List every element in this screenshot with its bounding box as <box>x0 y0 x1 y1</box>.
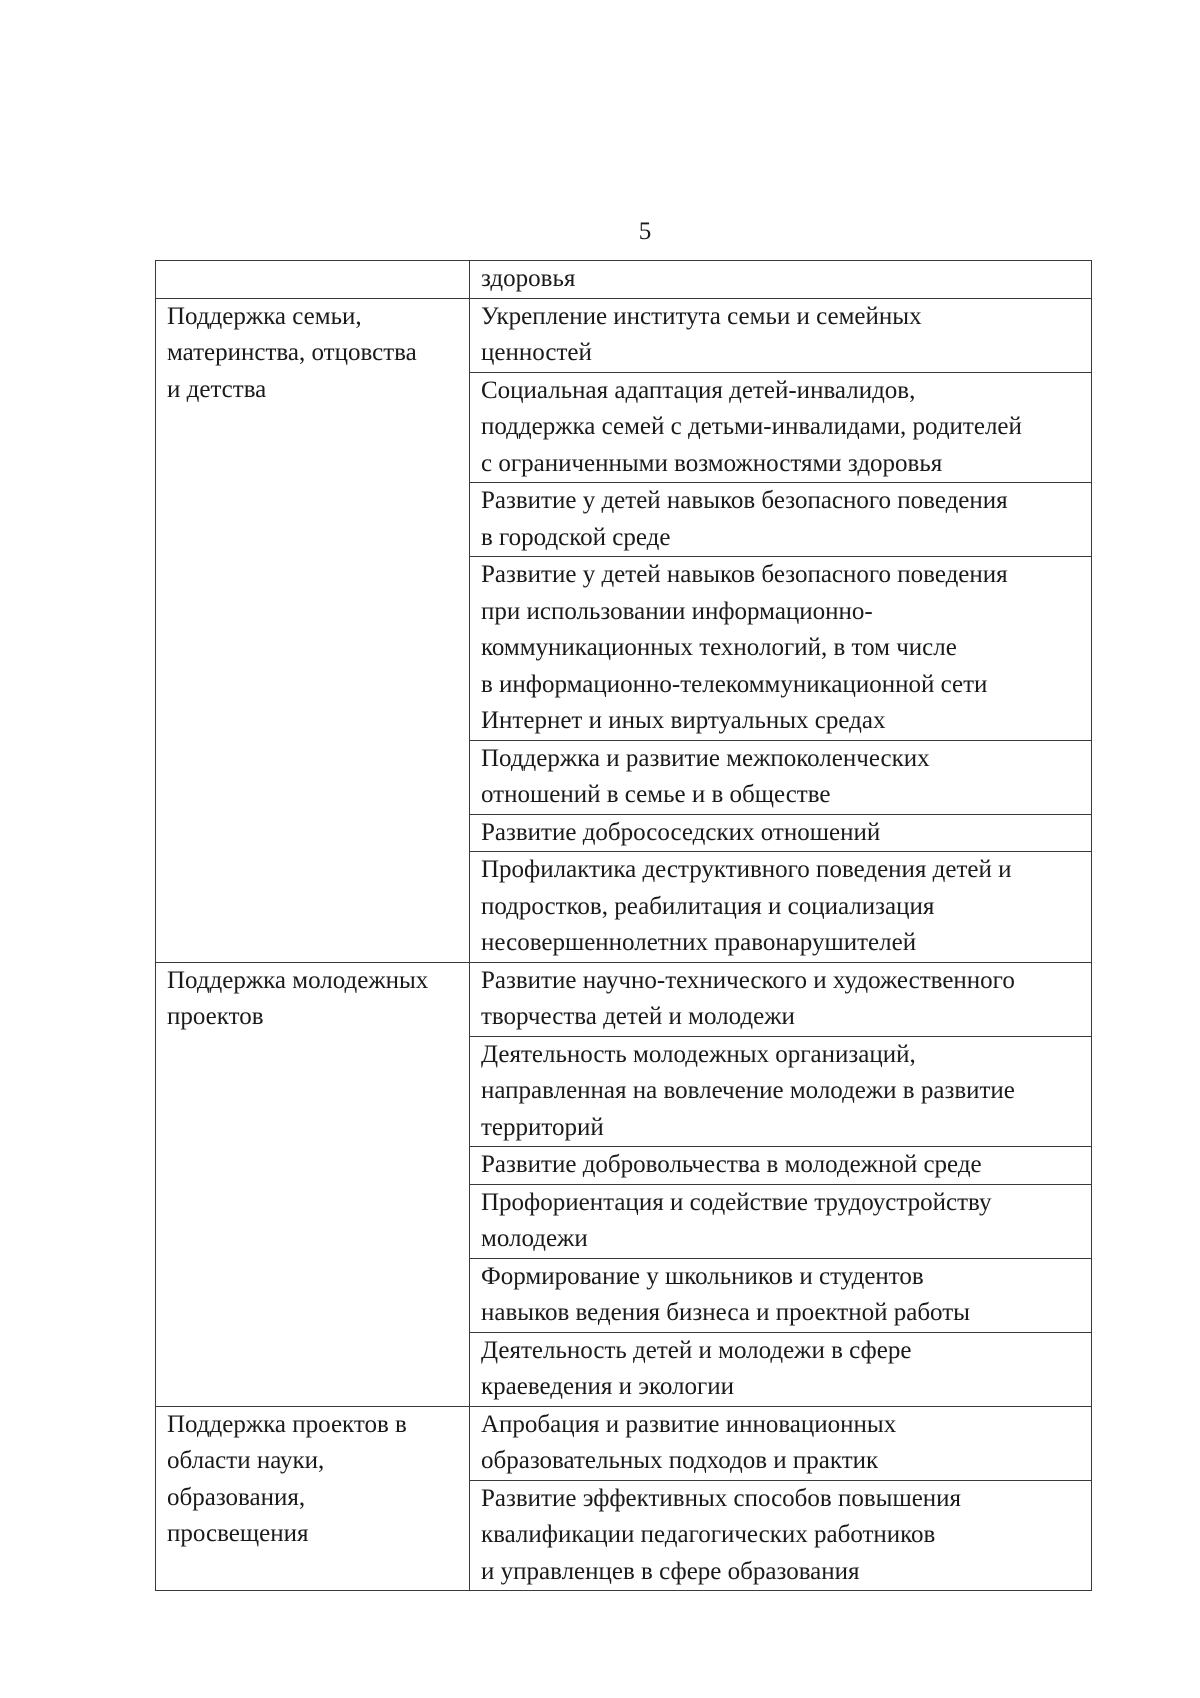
direction-cell <box>470 557 1092 741</box>
category-line: области науки, <box>167 1447 325 1474</box>
direction-line: подростков, реабилитация и социализация <box>481 892 935 920</box>
category-line: материнства, отцовства <box>167 339 417 366</box>
direction-line: Развитие у детей навыков безопасного поведения <box>481 561 1008 588</box>
direction-line: в информационно-телекоммуникационной сети <box>481 670 988 698</box>
direction-line: с ограниченными возможностями здоровья <box>481 449 943 477</box>
direction-line: Интернет и иных виртуальных средах <box>481 707 886 734</box>
category-cell <box>156 261 470 299</box>
direction-line: образовательных подходов и практик <box>481 1447 879 1474</box>
directions-table <box>155 260 1092 1591</box>
direction-cell <box>470 1147 1092 1185</box>
category-line: просвещения <box>167 1520 309 1547</box>
direction-line: Профилактика деструктивного поведения детей и <box>481 856 1012 883</box>
direction-line: краеведения и экологии <box>481 1373 734 1400</box>
category-line: Поддержка семьи, <box>167 302 362 330</box>
category-cell <box>156 962 470 1406</box>
direction-cell <box>470 814 1092 852</box>
direction-cell <box>470 1036 1092 1147</box>
direction-line: Развитие эффективных способов повышения <box>481 1484 962 1512</box>
direction-line: творчества детей и молодежи <box>481 1003 795 1030</box>
direction-line: Развитие у детей навыков безопасного поведения <box>481 487 1008 514</box>
category-line: образования, <box>167 1483 306 1511</box>
direction-cell <box>470 483 1092 557</box>
direction-cell <box>470 372 1092 483</box>
direction-line: Социальная адаптация детей-инвалидов, <box>481 376 916 404</box>
direction-cell <box>470 1184 1092 1258</box>
direction-cell <box>470 962 1092 1036</box>
direction-line: Деятельность молодежных организаций, <box>481 1040 916 1068</box>
direction-line: направленная на вовлечение молодежи в развитие <box>481 1077 1015 1104</box>
direction-cell <box>470 261 1092 299</box>
direction-line: Апробация и развитие инновационных <box>481 1410 897 1438</box>
category-cell <box>156 298 470 962</box>
direction-line: Развитие добровольчества в молодежной среде <box>481 1151 982 1178</box>
direction-cell <box>470 852 1092 963</box>
direction-line: отношений в семье и в обществе <box>481 781 831 808</box>
direction-line: Поддержка и развитие межпоколенческих <box>481 744 930 772</box>
direction-line: территорий <box>481 1113 604 1141</box>
direction-line: в городской среде <box>481 523 671 551</box>
category-line: Поддержка молодежных <box>167 966 429 994</box>
direction-cell <box>470 1406 1092 1480</box>
direction-line: и управленцев в сфере образования <box>481 1557 860 1585</box>
page-number: 5 <box>638 218 652 245</box>
table-row <box>156 1406 1092 1480</box>
direction-line: Деятельность детей и молодежи в сфере <box>481 1336 912 1364</box>
direction-line: Развитие добрососедских отношений <box>481 818 881 846</box>
table-row <box>156 298 1092 372</box>
direction-line: здоровья <box>481 265 576 292</box>
direction-line: молодежи <box>481 1225 588 1252</box>
direction-line: квалификации педагогических работников <box>481 1521 936 1548</box>
direction-line: Профориентация и содействие трудоустройству <box>481 1188 992 1216</box>
direction-line: Формирование у школьников и студентов <box>481 1262 924 1290</box>
category-cell <box>156 1406 470 1591</box>
direction-line: Укрепление института семьи и семейных <box>481 302 922 330</box>
direction-cell <box>470 1480 1092 1591</box>
direction-cell <box>470 1258 1092 1332</box>
direction-line: навыков ведения бизнеса и проектной работы <box>481 1299 970 1326</box>
direction-line: при использовании информационно- <box>481 597 873 625</box>
direction-line: Развитие научно-технического и художественного <box>481 966 1015 994</box>
direction-cell <box>470 1332 1092 1406</box>
direction-cell <box>470 298 1092 372</box>
table-row <box>156 261 1092 299</box>
direction-line: поддержка семей с детьми-инвалидами, родителей <box>481 413 1022 440</box>
category-line: Поддержка проектов в <box>167 1410 407 1438</box>
table-row <box>156 962 1092 1036</box>
direction-cell <box>470 740 1092 814</box>
direction-line: несовершеннолетних правонарушителей <box>481 929 917 956</box>
category-line: проектов <box>167 1003 264 1030</box>
category-line: и детства <box>167 375 267 403</box>
table-body <box>156 261 1092 1591</box>
direction-line: ценностей <box>481 339 592 366</box>
direction-line: коммуникационных технологий, в том числе <box>481 634 957 661</box>
